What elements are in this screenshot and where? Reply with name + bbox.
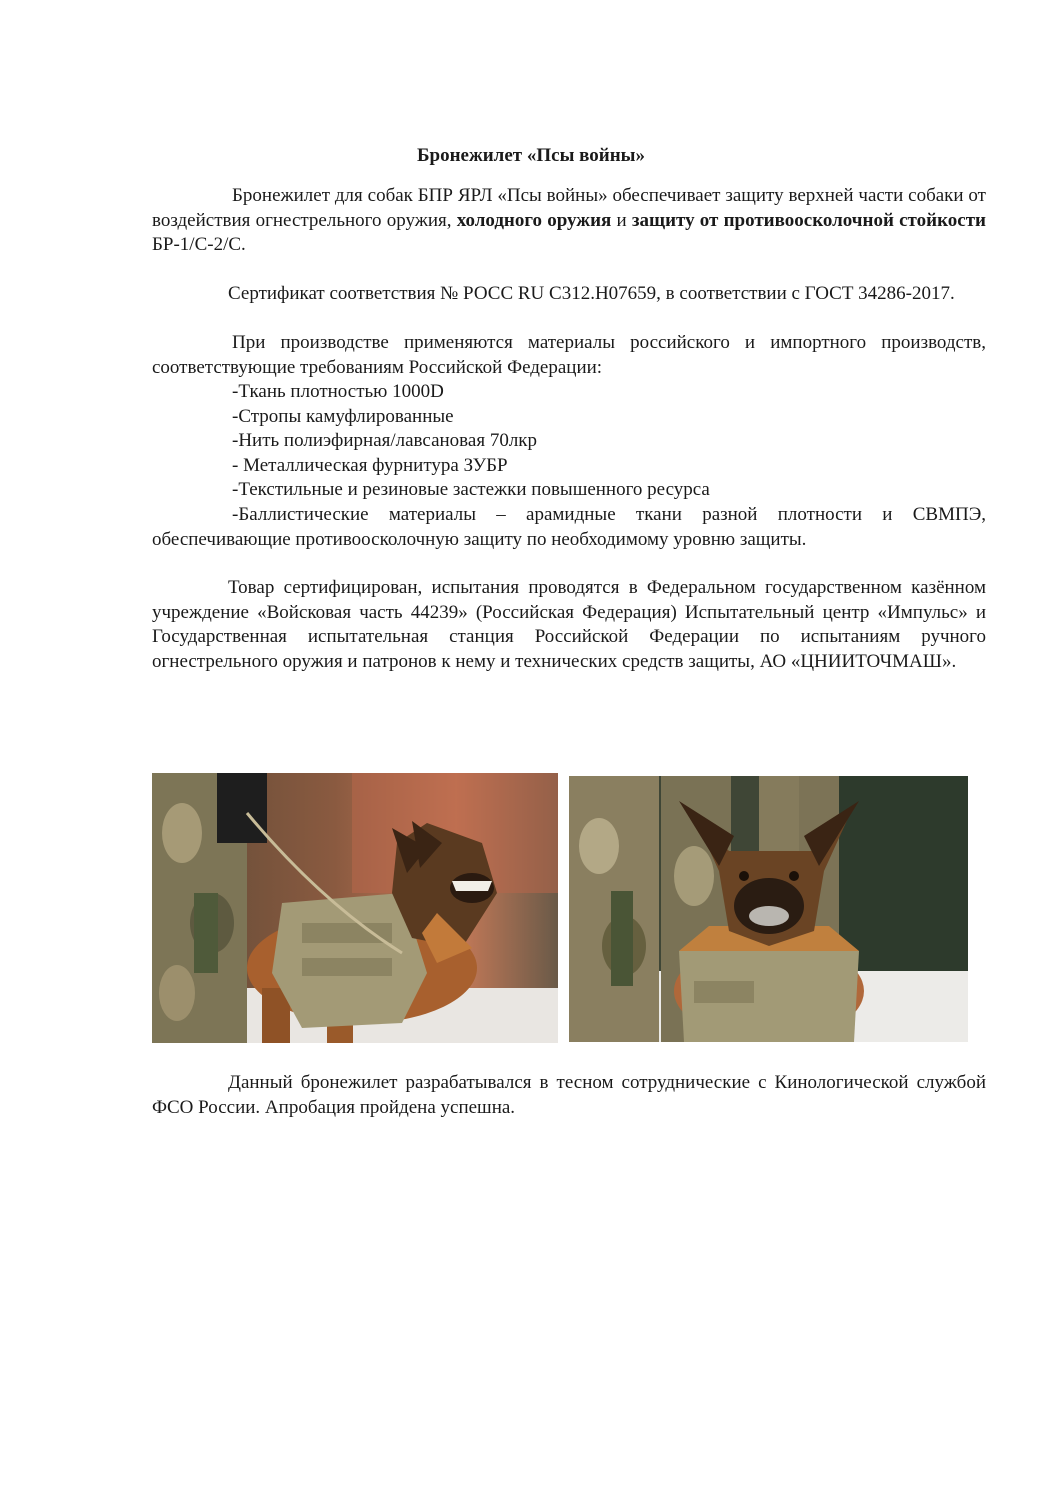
intro-text-1: Бронежилет для собак БПР ЯРЛ «Псы войны» обеспечивает защиту верхней части собаки от воздействия огнестрельного оружия, <box>152 185 986 231</box>
material-item-3: -Нить полиэфирная/лавсановая 70лкр <box>232 430 538 451</box>
materials-list <box>152 380 1062 503</box>
material-item-2: -Стропы камуфлированные <box>232 405 454 427</box>
testing-paragraph: Товар сертифицирован, испытания проводятся в Федеральном государственном казённом учреждение «Войсковая часть 44239» (Российская Федерация) Испытательный центр «Импульс» и Государственная испытательная станция Российской Федерации по испытаниям ручного огнестрельного оружия и патронов к нему и технических средств защиты, АО «ЦНИИТОЧМАШ». <box>152 577 986 672</box>
intro-bold-2: защиту от противоосколочной стойкости <box>631 209 986 231</box>
intro-bold-1: холодного оружия <box>456 209 612 231</box>
dog-barking-photo <box>152 773 558 1043</box>
production-paragraph: При производстве применяются материалы российского и импортного производств, соответствующие требованиям Российской Федерации: <box>152 332 986 378</box>
dog-sitting-photo <box>569 776 968 1042</box>
material-item-4: - Металлическая фурнитура ЗУБР <box>232 454 508 476</box>
document-title: Бронежилет «Псы войны» <box>416 145 646 166</box>
intro-paragraph <box>152 184 986 258</box>
intro-text-3: БР-1/С-2/С. <box>152 234 246 255</box>
ballistic-paragraph: -Баллистические материалы – арамидные ткани разной плотности и СВМПЭ, обеспечивающие противоосколочную защиту по необходимому уровню защиты. <box>152 504 986 550</box>
closing-paragraph: Данный бронежилет разрабатывался в тесном сотруднические с Кинологической службой ФСО России. Апробация пройдена успешна. <box>152 1072 986 1118</box>
material-item-5: -Текстильные и резиновые застежки повышенного ресурса <box>232 479 710 500</box>
intro-text-2: и <box>611 209 632 231</box>
material-item-1: -Ткань плотностью 1000D <box>232 381 444 402</box>
certificate-paragraph: Сертификат соответствия № РОСС RU C312.H07659, в соответствии с ГОСТ 34286-2017. <box>228 283 955 304</box>
